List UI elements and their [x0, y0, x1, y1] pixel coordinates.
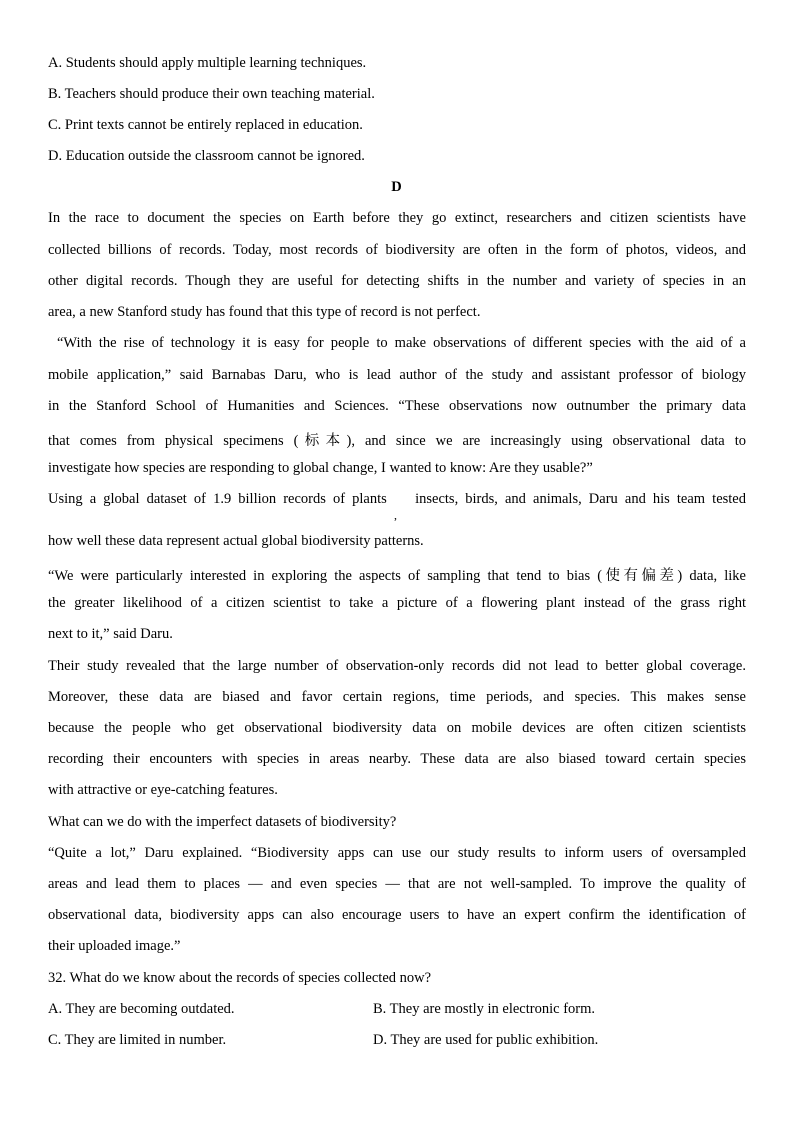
passage-line: how well these data represent actual global biodiversity patterns.: [48, 533, 424, 549]
section-title: D: [391, 179, 402, 195]
passage-line: In the race to document the species on Earth before they go extinct, researchers and citizen scientists have: [48, 210, 746, 226]
passage-line: other digital records. Though they are useful for detecting shifts in the number and variety of species in an: [48, 273, 746, 289]
prev-option-d: D. Education outside the classroom cannot be ignored.: [48, 148, 365, 164]
passage-line: areas and lead them to places — and even species — that are not well-sampled. To improve the quality of: [48, 876, 746, 892]
passage-line: What can we do with the imperfect datasets of biodiversity?: [48, 814, 397, 830]
passage-line: that comes from physical specimens (标本), and since we are increasingly using observational data to: [48, 433, 746, 449]
prev-option-a: A. Students should apply multiple learning techniques.: [48, 55, 367, 71]
passage-line: “Quite a lot,” Daru explained. “Biodiversity apps can use our study results to inform users of oversampled: [48, 845, 746, 861]
passage-line: mobile application,” said Barnabas Daru, who is lead author of the study and assistant professor of biology: [48, 367, 746, 383]
passage-line: their uploaded image.”: [48, 938, 181, 954]
stray-comma: ,: [394, 508, 397, 522]
passage-line: Moreover, these data are biased and favor certain regions, time periods, and species. This makes sense: [48, 689, 746, 705]
passage-line: collected billions of records. Today, most records of biodiversity are often in the form of photos, videos, and: [48, 242, 746, 258]
passage-line: observational data, biodiversity apps can also encourage users to have an expert confirm the identification of: [48, 907, 746, 923]
passage-line: investigate how species are responding to global change, I wanted to know: Are they usable?”: [48, 460, 593, 476]
passage-line: next to it,” said Daru.: [48, 626, 173, 642]
passage-line: Their study revealed that the large number of observation-only records did not lead to better global coverage.: [48, 658, 746, 674]
passage-line: because the people who get observational biodiversity data on mobile devices are often citizen scientists: [48, 720, 746, 736]
passage-line: with attractive or eye-catching features.: [48, 782, 278, 798]
prev-option-c: C. Print texts cannot be entirely replaced in education.: [48, 117, 363, 133]
question-stem: 32. What do we know about the records of species collected now?: [48, 970, 432, 986]
passage-line: recording their encounters with species in areas nearby. These data are also biased toward certain species: [48, 751, 746, 767]
passage-line: “With the rise of technology it is easy for people to make observations of different species with the aid of a: [57, 335, 746, 351]
question-option-b: B. They are mostly in electronic form.: [373, 1001, 596, 1017]
question-option-a: A. They are becoming outdated.: [48, 1001, 235, 1017]
question-option-c: C. They are limited in number.: [48, 1032, 227, 1048]
prev-option-b: B. Teachers should produce their own teaching material.: [48, 86, 375, 102]
question-option-d: D. They are used for public exhibition.: [373, 1032, 599, 1048]
passage-line: area, a new Stanford study has found that this type of record is not perfect.: [48, 304, 481, 320]
passage-line: “We were particularly interested in exploring the aspects of sampling that tend to bias (使有偏差) data, like: [48, 568, 746, 584]
passage-line: Using a global dataset of 1.9 billion records of plants insects, birds, and animals, Daru and his team tested: [48, 491, 746, 507]
passage-line: in the Stanford School of Humanities and Sciences. “These observations now outnumber the primary data: [48, 398, 746, 414]
passage-line: the greater likelihood of a citizen scientist to take a picture of a flowering plant instead of the grass right: [48, 595, 746, 611]
